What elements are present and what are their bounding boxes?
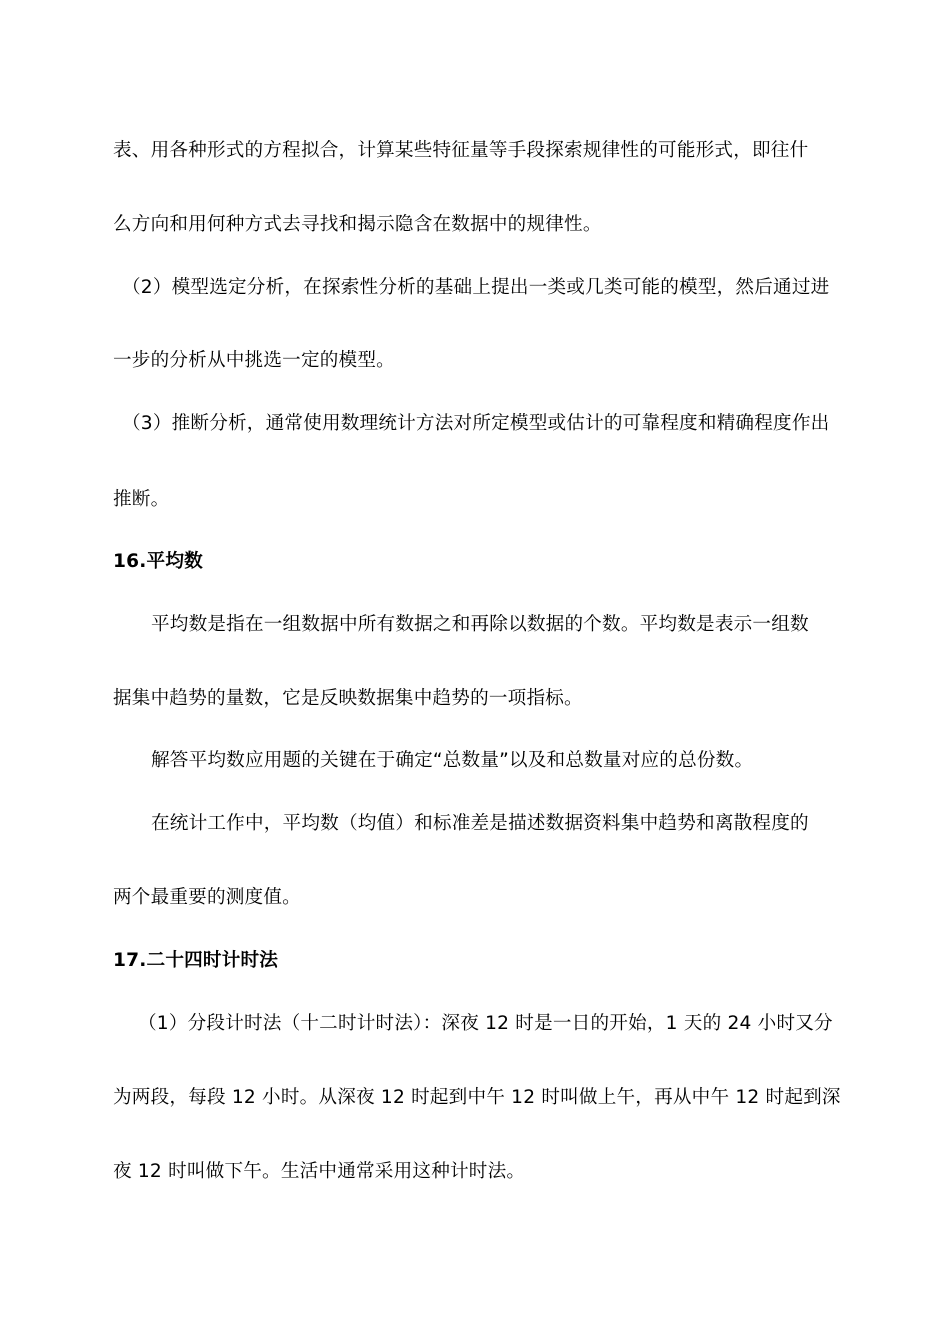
section-heading-17: 17.二十四时计时法 (113, 950, 279, 971)
paragraph-line: 推断。 (113, 489, 170, 510)
paragraph-line: 在统计工作中，平均数（均值）和标准差是描述数据资料集中趋势和离散程度的 (151, 813, 809, 834)
paragraph-line: 一步的分析从中挑选一定的模型。 (113, 350, 395, 371)
list-item-2: （2）模型选定分析，在探索性分析的基础上提出一类或几类可能的模型，然后通过进 (122, 277, 830, 298)
paragraph-line: 夜 12 时叫做下午。生活中通常采用这种计时法。 (113, 1161, 526, 1182)
paragraph-line: 为两段，每段 12 小时。从深夜 12 时起到中午 12 时叫做上午，再从中午 12 时起到深 (113, 1087, 841, 1108)
section-heading-16: 16.平均数 (113, 551, 203, 572)
list-item-3: （3）推断分析，通常使用数理统计方法对所定模型或估计的可靠程度和精确程度作出 (122, 413, 830, 434)
paragraph-line: 两个最重要的测度值。 (113, 887, 301, 908)
paragraph-line: 解答平均数应用题的关键在于确定“总数量”以及和总数量对应的总份数。 (151, 750, 754, 771)
paragraph-line: 据集中趋势的量数，它是反映数据集中趋势的一项指标。 (113, 688, 583, 709)
paragraph-line: 平均数是指在一组数据中所有数据之和再除以数据的个数。平均数是表示一组数 (151, 614, 809, 635)
paragraph-line: 表、用各种形式的方程拟合，计算某些特征量等手段探索规律性的可能形式，即往什 (113, 140, 809, 161)
list-item-1: （1）分段计时法（十二时计时法）：深夜 12 时是一日的开始，1 天的 24 小时又分 (138, 1013, 833, 1034)
paragraph-line: 么方向和用何种方式去寻找和揭示隐含在数据中的规律性。 (113, 214, 602, 235)
